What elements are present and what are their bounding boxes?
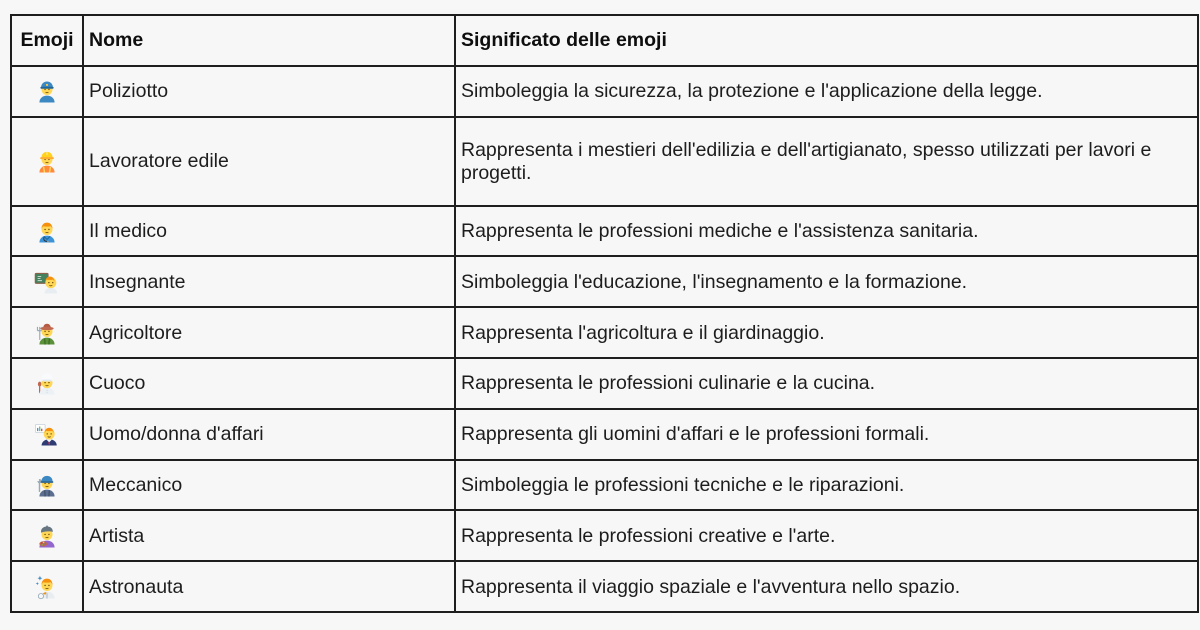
table-row (11, 206, 1198, 257)
emoji-name: Insegnante (83, 256, 455, 307)
emoji-meaning: Simboleggia la sicurezza, la protezione e l'applicazione della legge. (455, 66, 1198, 117)
artist-emoji (34, 523, 60, 549)
emoji-cell (11, 256, 83, 307)
astronaut-emoji (34, 574, 60, 600)
cook-emoji (34, 370, 60, 396)
header-nome: Nome (83, 15, 455, 66)
health-worker-emoji (34, 218, 60, 244)
emoji-cell (11, 561, 83, 612)
emoji-meaning: Rappresenta le professioni creative e l'arte. (455, 510, 1198, 561)
table-row (11, 409, 1198, 460)
emoji-cell (11, 510, 83, 561)
emoji-name: Agricoltore (83, 307, 455, 358)
emoji-cell (11, 307, 83, 358)
table-row (11, 117, 1198, 206)
emoji-name: Il medico (83, 206, 455, 257)
emoji-cell (11, 117, 83, 206)
emoji-meaning: Rappresenta le professioni mediche e l'assistenza sanitaria. (455, 206, 1198, 257)
emoji-cell (11, 358, 83, 409)
table-row (11, 307, 1198, 358)
emoji-meaning: Simboleggia le professioni tecniche e le riparazioni. (455, 460, 1198, 511)
table-row (11, 510, 1198, 561)
emoji-cell (11, 206, 83, 257)
table-row (11, 256, 1198, 307)
emoji-name: Cuoco (83, 358, 455, 409)
table-row (11, 460, 1198, 511)
emoji-name: Astronauta (83, 561, 455, 612)
emoji-cell (11, 460, 83, 511)
emoji-cell (11, 66, 83, 117)
emoji-name: Poliziotto (83, 66, 455, 117)
table-row (11, 561, 1198, 612)
emoji-name: Artista (83, 510, 455, 561)
emoji-cell (11, 409, 83, 460)
emoji-meaning: Rappresenta le professioni culinarie e la cucina. (455, 358, 1198, 409)
emoji-meaning: Rappresenta i mestieri dell'edilizia e dell'artigianato, spesso utilizzati per lavori e progetti. (455, 117, 1198, 206)
header-row (11, 15, 1198, 66)
office-worker-emoji (34, 421, 60, 447)
emoji-name: Lavoratore edile (83, 117, 455, 206)
farmer-emoji (34, 320, 60, 346)
emoji-meaning: Rappresenta l'agricoltura e il giardinaggio. (455, 307, 1198, 358)
header-significato: Significato delle emoji (455, 15, 1198, 66)
construction-worker-emoji (34, 148, 60, 174)
emoji-meanings-table (10, 14, 1199, 613)
emoji-name: Uomo/donna d'affari (83, 409, 455, 460)
emoji-name: Meccanico (83, 460, 455, 511)
header-emoji: Emoji (11, 15, 83, 66)
emoji-meaning: Simboleggia l'educazione, l'insegnamento e la formazione. (455, 256, 1198, 307)
emoji-meaning: Rappresenta gli uomini d'affari e le professioni formali. (455, 409, 1198, 460)
table-row (11, 358, 1198, 409)
mechanic-emoji (34, 472, 60, 498)
teacher-emoji (34, 269, 60, 295)
table-row (11, 66, 1198, 117)
police-officer-emoji (34, 78, 60, 104)
emoji-meaning: Rappresenta il viaggio spaziale e l'avventura nello spazio. (455, 561, 1198, 612)
